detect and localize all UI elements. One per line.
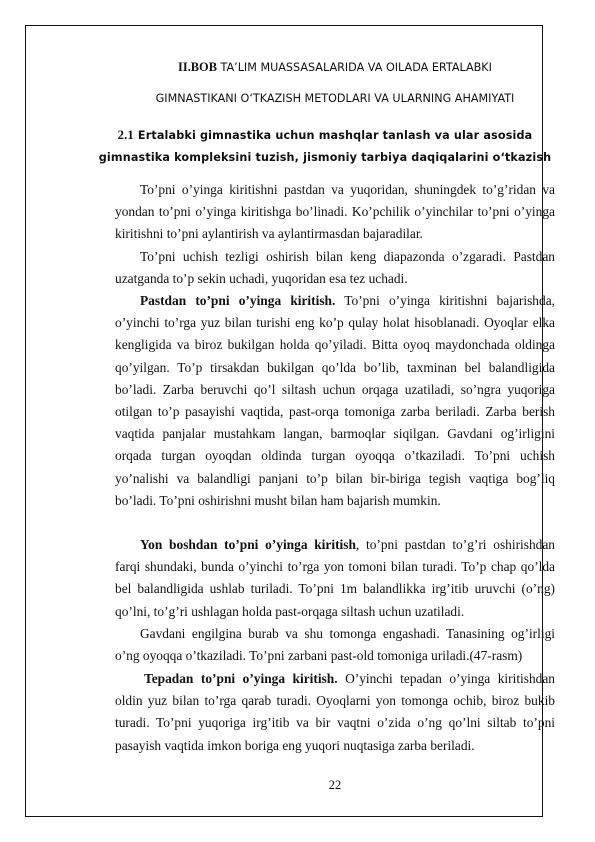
paragraph-4-heading: Yon boshdan to’pni o’yinga kiritish — [140, 537, 356, 552]
page-number: 22 — [328, 778, 342, 792]
paragraph-5 — [115, 623, 555, 667]
chapter-heading — [115, 52, 555, 114]
paragraph-6 — [115, 668, 555, 757]
paragraph-1 — [115, 179, 555, 246]
section-title-part1: Ertalabki gimnastika uchun mashqlar tanlash va ular asosida — [133, 129, 533, 142]
chapter-title-part1: TA’LIM MUASSASALARIDA VA OILADA ERTALABKI — [216, 61, 492, 74]
chapter-heading-line1 — [115, 52, 555, 83]
paragraph-2 — [115, 246, 555, 290]
paragraph-6-heading: Tepadan to’pni o’yinga kiritish. — [144, 671, 338, 686]
paragraph-1-text: To’pni o’yinga kiritishni pastdan va yuqoridan, shuningdek to’g’ridan va yondan to’pni o’yinga kiritishga bo’linadi. Ko’pchilik o’yinchilar to’pni o’yinga kiritishni to’pni aylantirish va aylantirmasdan bajaradilar. — [115, 182, 555, 242]
paragraph-2-text: To’pni uchish tezligi oshirish bilan keng diapazonda o’zgaradi. Pastdan uzatganda to’p sekin uchadi, yuqoridan esa tez uchadi. — [115, 249, 555, 287]
paragraph-3 — [115, 290, 555, 512]
section-number: 2.1 — [117, 128, 134, 142]
section-heading-line2: gimnastika kompleksini tuzish, jismoniy tarbiya daqiqalarini o‘tkazish — [98, 151, 552, 164]
section-heading — [87, 124, 563, 169]
paragraph-3-text: To’pni o’yinga kiritishni bajarishda, o’yinchi to’rga yuz bilan turishi eng ko’p qulay holat hisoblanadi. Oyoqlar elka kengligida va biroz bukilgan holda qo’yiladi. Bitta oyoq maydonchada oldinga qo’yilgan. To’p tirsakdan bukilgan qo’lda bo’lib, taxminan bel balandligida bo’ladi. Zarba beruvchi qo’l siltash uchun orqaga uzatiladi, so’ngra yuqoriga otilgan to’p pasayishi vaqtida, past-orqa tomoniga zarba beriladi. Zarba berish vaqtida panjalar mustahkam langan, barmoqlar siqilgan. Gavdani og’irligini orqada turgan oyoqdan oldinda turgan oyoqqa o’tkaziladi. To’pni uchish yo’nalishi va balandligi panjani to’p bilan bir-biriga tegish vaqtiga bog’liq bo’ladi. To’pni oshirishni musht bilan ham bajarish mumkin. — [115, 293, 555, 508]
section-heading-line1 — [87, 124, 563, 147]
paragraph-3-heading: Pastdan to’pni o’yinga kiritish. — [140, 293, 336, 308]
paragraph-4 — [115, 534, 555, 623]
paragraph-4-text: , to’pni pastdan to’g’ri oshirishdan farqi shundaki, bunda o’yinchi to’rga yon tomoni bilan turadi. To’p chap qo’lda bel balandligida ushlab turiladi. To’pni 1m balandlikka irg’itib uruvchi (o’ng) qo’lni, to’g’ri ushlagan holda past-orqaga siltash uchun uzatiladi. — [115, 537, 555, 619]
chapter-number: II.BOB — [178, 60, 217, 74]
paragraph-5-text: Gavdani engilgina burab va shu tomonga engashadi. Tanasining og’irligi o’ng oyoqqa o’tkaziladi. To’pni zarbani past-old tomoniga uriladi.(47-rasm) — [115, 626, 555, 664]
paragraph-6-text: O’yinchi tepadan o’yinga kiritishdan oldin yuz bilan to’rga qarab turadi. Oyoqlarni yon tomonga ochib, biroz bukib turadi. To’pni yuqoriga irg’itib va bir vaqtni o’zida o’ng qo’lni siltab to’pni pasayish vaqtida imkon boriga eng yuqori nuqtasiga zarba beriladi. — [115, 671, 556, 753]
chapter-heading-line2: GIMNASTIKANI O‘TKAZISH METODLARI VA ULARNING AHAMIYATI — [155, 92, 515, 105]
